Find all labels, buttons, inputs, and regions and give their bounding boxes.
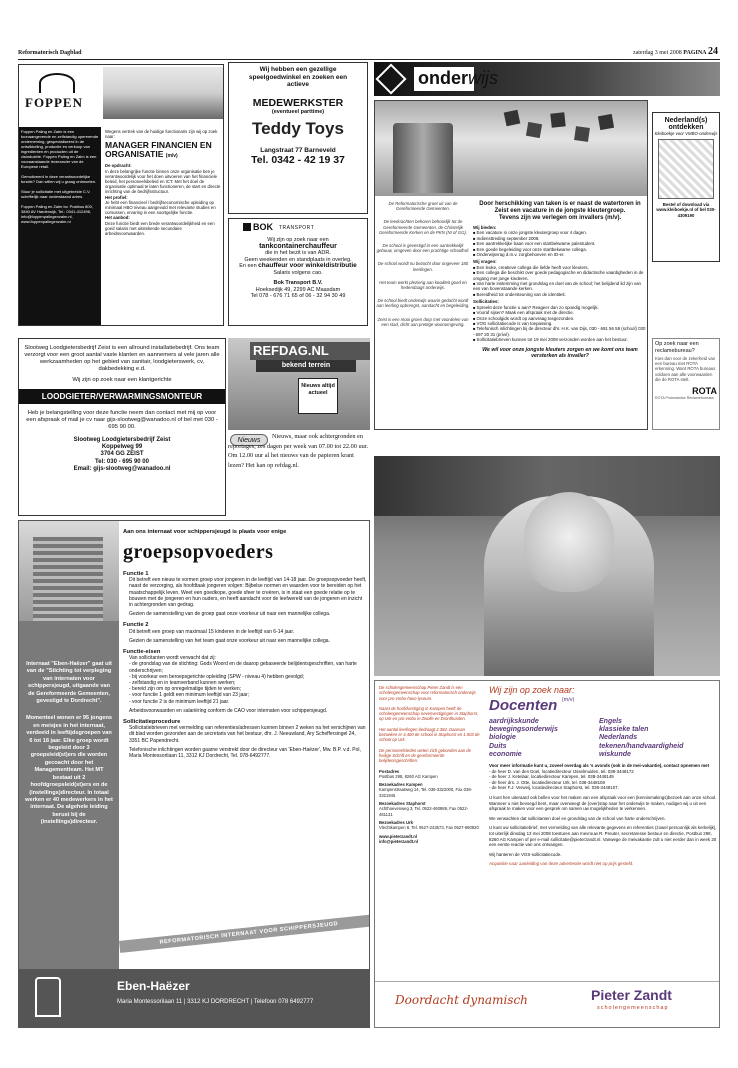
eben-footer: Eben-Haëzer Maria Montessorilaan 11 | 3312 KJ DORDRECHT | Telefoon 078 6492777 — [19, 969, 369, 1027]
teddy-logo: Teddy Toys — [252, 118, 344, 138]
classroom-photo — [374, 456, 720, 676]
student-face — [524, 492, 614, 592]
foppen-job-title: MANAGER FINANCIEN EN ORGANISATIE (m/v) — [105, 140, 212, 160]
slootweg-ad: Slootweg Loodgietersbedrijf Zeist is een allround installatiebedrijf. Ons team verzorgt voor een groot aantal vaste klanten en aannemers al vele jaren alle werkzaamheden op het gebied van sanitair, loodgieterswerk, cv, dakbedekking e.d. Wij zijn op zoek naar een klantgerichte LOODGIETER/VERWARMINGSMONTEUR Heb je belangstelling voor deze functie neem dan contact met mij op voor een afspraak of mail je cv naar gijs-slootweg@wanadoo.nl of bel met 030 - 695 90 00. Slootweg Loodgietersbedrijf Zeist Koppelweg 99 3704 GG ZEIST Tel: 030 - 695 90 00 Email: gijs-slootweg@wanadoo.nl — [18, 338, 226, 516]
pieter-zandt-ad: De scholengemeenschap Pieter Zandt is een scholengemeenschap voor reformatorisch onderwijs voor pro-vmbo-havo-lyceum. Naast de hoofdvestiging in Kampen heeft de scholengemeenschap nevenvestigingen in Staphorst, op Urk en pro-vmbo in Zwolle en Dronthusden. Het aantal leerlingen bedraagt 2.384. Daarvan bezoeken er 4.400 de school in Staphorst en 1.503 de school op Urk. De personeelsleden weten zich gebonden aan de heilige Schrift en de gereformeerde belijdenisgeschriften. Postadres Postbus 298, 8260 AG Kampen Bezoekadres Kampen Kampenstraatweg 14, Tel. 038-3322000, Fax 038-3321945 Bezoekadres Staphorst Achthoevenweg 3, Tel. 0522-460989, Fax 0522-461131 Bezoekadres Urk Vlechtkampen 8, Tel. 0527-243573, Fax 0527-690920 www.pieterzandt.nl info@pieterzandt.nl Wij zijn op zoek naar: Docenten $^{(m/v)}$ aardrijkskunde bewegingsonderwijs biologie Duits economie Engels klassieke talen Nederlands tekenen/handvaardigheid wiskunde Voor meer informatie kunt u, zoveel overdag als 's avonds (ook in de mei-vakantie), contact opnemen met - de heer D. van den Doel, locatiedirecteur IJsselmuiden, tel. 038-3448172 - de heer J. Ketelaar, locatiedirecteur Kampen, tel. 038-3448149 - de heer drs. J. Otte, locatiedirecteur Urk, tel. 038-3448108 - de heer F.J. Verweij, locatiedirecteur Staphorst, tel. 038-3448107. U kunt hen uiteraard ook bellen voor het maken van een afspraak voor een (kennismakings)bezoek aan onze school. Wanneer u niet bevoegd bent, maar overweegt de (over)stap naar het onderwijs te maken, nodigen wij u uit een afspraak te maken voor een gesprek om samen uw mogelijkheden te verkennen. We verwachten dat sollicitanten doel en grondslag van de school van harte onderschrijven. U kunt uw sollicitatiebrief, met vermelding van alle relevante gegevens en referenties (zowel persoonlijk als kerkelijk), tot uiterlijk dinsdag 13 mei 2008 toesturen aan mevrouw R. Preuter, secretaresse bestuur en directie, Postbus 298, 8260 AG Kampen of per e-mail sollicitatie@pieterzandt.nl. Vanwege de meivakantie zult u niet eerder dan in week 20 een eerste reactie van ons ontvangen. Wij hanteren de VOS-sollicitatiecode. Acquisitie naar aanleiding van deze advertentie wordt niet op prijs gesteld. Doordacht dynamisch Pieter Zandt scholengemeenschap — [374, 680, 720, 1028]
refdag-sign: REFDAG.NL — [250, 342, 370, 360]
page-date — [633, 46, 718, 57]
header-rule — [18, 59, 720, 60]
rota-ad: Op zoek naar een reclamebureau? Kies dan voor de zekerheid van een bureau met ROTA erkenning. Want ROTA bureaus voldoen aan alle voorwaarden die de ROTA stelt. ROTA ROTA Protestantse Reclamebureaus — [652, 338, 720, 430]
eben-ribbon: REFORMATORISCH INTERNAAT VOOR SCHIPPERSJEUGD — [119, 914, 370, 953]
subject-list: aardrijkskunde bewegingsonderwijs biologie Duits economie Engels klassieke talen Nederlands tekenen/handvaardigheid wiskunde — [489, 718, 684, 758]
bok-logo: BOK TRANSPORT — [243, 222, 353, 236]
watertower-photo — [375, 101, 647, 196]
foppen-sidebar: Foppen Paling en Zalm is een toonaangevende en zelfstandig opererende onderneming, gespecialiseerd in de ontwikkeling, productie en verkoop van ingredienten en producten uit de visindustrie. Foppen Paling en Zalm is een vooraanstaande leverancier van de Europese retail. Gemotiveerd in deze verantwoordelijke functie? Dan willen wij u graag ontmoeten. Stuur je sollicitatie met uitgebreide C.V. schriftelijk naar onderstaand adres. Foppen Paling en Zalm bv. Postbus 800, 3840 AV Harderwijk, Tel.: 0341-412496, info@foppenpalingenzalm.nl, www.foppenpalingenzalm.nl — [19, 127, 101, 326]
eben-sidebar: Internaat "Eben-Haëzer" gaat uit van de "Stichting tot verpleging van internaten voor schippersjeugd, uitgaande van de Gereformeerde Gemeenten, gevestigd te Dordrecht". Momenteel wonen er 95 jongens en meisjes in het internaat, verdeeld in leeftijdsgroepen van 6 tot 18 jaar. Elke groep wordt begeleid door 3 groepsleid(st)ers die worden gecoacht door het Managementteam. Het MT bestaat uit 2 hoofdgroepsleid(st)ers en de (instellings)directeur. In totaal werken er 40 medewerkers in het internaat. De algehele leiding berust bij de (instellings)directeur. — [19, 621, 119, 1021]
zandt-slogan: Doordacht dynamisch — [395, 993, 528, 1007]
watertower-icon — [393, 123, 453, 193]
foppen-body: Wegens vertrek van de huidige functionaris zijn wij op zoek naar: MANAGER FINANCIEN EN ORGANISATIE (m/v) De opdracht: In deze belangrijke functie binnen onze organisatie ben je verantwoordelijk voor het doen uitvoeren van het financiele beleid, het personeelsbeleid en ICT. Met het doel de organisatie optimaal te laten functioneren, de start en directe inrichting van de bedrijfsstructuur. Het profiel: Je hebt een financieel / bedrijfseconomische opleiding op minimaal HBO niveau aangevuld met relevante studies en cursussen, ervaring in een soortgelijke functie. Het aanbod: Deze functie biedt een brede verantwoordelijkheid en een goed salaris met uitstekende secundaire arbeidsvoorwaarden. — [105, 129, 223, 236]
house-icon — [375, 63, 406, 94]
page-label: PAGINA — [683, 50, 707, 56]
slootweg-job-bar: LOODGIETER/VERWARMINGSMONTEUR — [19, 389, 225, 404]
factory-photo — [103, 67, 223, 119]
refdag-ad: REFDAG.NL bekend terrein Nieuws altijd actueel Nieuws Nieuws, maar ook achtergronden en reportages, zes dagen per week van 07.00 tot 22.00 uur. Om 12.00 uur al het nieuws van de papieren krant lezen? Het kan op refdag.nl. — [228, 338, 370, 510]
book-cover-image — [658, 139, 714, 199]
school-main-col: Door herschikking van taken is er naast de watertoren in Zeist een vacature in de jongste kleutergroep. Tevens zijn we verlegen om invallers (m/v). Wij bieden: ■ Een vacature in onze jongste kleutergroep voor 4 dagen. ■ Indiensttreding september 2008. ■ Een aantrekkelijke baan voor een startbekwame palestudent. ■ Een goede begeleiding voor onze startbekwame collega. ■ Onderwijsvrag d.m.v. zorgbehoeven en ID-er. Wij vragen: ■ Een leuke, creatieve collega die liefde heeft voor kleuters. ■ Een collega die beschikt over goede pedagogische en didactische vaardigheden in de omgang met jonge kinderen. ■ Van harte instemming met grondslag en doel van de school; het belijdend lid zijn van een van bovenstaande kerken. ■ Bereidheid tot ondersteuning van de identiteit. Sollicitaties: ■ Spreekt deze functie u aan? Reageer dan zo spoedig mogelijk. ■ Vooraf sijsen? Maak een afspraak met de directie. ■ Onze schoolgids wordt op aanvraag toegezonden. ■ VOG sollicitatiecode is van toepassing. ■ Telefonisch inlichtingen bij de directeur dhr. H.K. van Dijs, 030 - 691 56 58 (school) 030 - 697 20 31 (privé). ■ Sollicitatiebrieven kunnen tot 19 mei 2008 verzonden worden aan het bestuur. We wil voor onze jongste kleuters zorgen en we komt ons team versterken als invaller? — [473, 201, 647, 359]
refdag-bubble: Nieuws altijd actueel — [298, 378, 338, 414]
teddy-toys-ad: Wij hebben een gezellige speelgoedwinkel en zoeken een actieve MEDEWERKSTER (eventueel parttime) Teddy Toys Langstraat 77 Barneveld Tel. 0342 - 42 19 37 — [228, 62, 368, 214]
fish-icon — [39, 73, 75, 93]
zandt-job: Docenten — [489, 697, 558, 714]
school-ad — [374, 100, 648, 430]
eben-haezer-ad — [18, 520, 370, 1028]
foppen-ad — [18, 64, 224, 326]
truck-icon — [243, 223, 251, 231]
zandt-logo: Pieter Zandt — [591, 987, 672, 1003]
zandt-main-col: Wij zijn op zoek naar: Docenten $^{(m/v)}$ aardrijkskunde bewegingsonderwijs biologie Duits economie Engels klassieke talen Nederlands tekenen/handvaardigheid wiskunde Voor meer informatie kunt u, zoveel overdag als 's avonds (ook in de mei-vakantie), contact opnemen met - de heer D. van den Doel, locatiedirecteur IJsselmuiden, tel. 038-3448172 - de heer J. Ketelaar, locatiedirecteur Kampen, tel. 038-3448149 - de heer drs. J. Otte, locatiedirecteur Urk, tel. 038-3448108 - de heer F.J. Verweij, locatiedirecteur Staphorst, tel. 038-3448107. U kunt hen uiteraard ook bellen voor het maken van een afspraak voor een (kennismakings)bezoek aan onze school. Wanneer u niet bevoegd bent, maar overweegt de (over)stap naar het onderwijs te maken, nodigen wij u uit een afspraak te maken voor een gesprek om samen uw mogelijkheden te verkennen. We verwachten dat sollicitanten doel en grondslag van de school van harte onderschrijven. U kunt uw sollicitatiebrief, met vermelding van alle relevante gegevens en referenties (zowel persoonlijk als kerkelijk), tot uiterlijk dinsdag 13 mei 2008 toesturen aan mevrouw R. Preuter, secretaresse bestuur en directie, Postbus 298, 8260 AG Kampen of per e-mail sollicitatie@pieterzandt.nl. Vanwege de meivakantie zult u niet eerder dan in week 20 een eerste reactie van ons ontvangen. Wij hanteren de VOS-sollicitatiecode. Acquisitie naar aanleiding van deze advertentie wordt niet op prijs gesteld. — [489, 685, 717, 867]
section-header — [374, 62, 720, 96]
eben-title: groepsopvoeders — [123, 541, 274, 563]
foppen-logo: FOPPEN — [19, 65, 101, 125]
zandt-left-col: De scholengemeenschap Pieter Zandt is een scholengemeenschap voor reformatorisch onderwijs voor pro-vmbo-havo-lyceum. Naast de hoofdvestiging in Kampen heeft de scholengemeenschap nevenvestigingen in Staphorst, op Urk en pro-vmbo in Zwolle en Dronthusden. Het aantal leerlingen bedraagt 2.384. Daarvan bezoeken er 4.400 de school in Staphorst en 1.503 de school op Urk. De personeelsleden weten zich gebonden aan de heilige Schrift en de gereformeerde belijdenisgeschriften. Postadres Postbus 298, 8260 AG Kampen Bezoekadres Kampen Kampenstraatweg 14, Tel. 038-3322000, Fax 038-3321945 Bezoekadres Staphorst Achthoevenweg 3, Tel. 0522-460989, Fax 0522-461131 Bezoekadres Urk Vlechtkampen 8, Tel. 0527-243573, Fax 0527-690920 www.pieterzandt.nl info@pieterzandt.nl — [379, 685, 480, 844]
eben-main: Aan ons internaat voor schippersjeugd is plaats voor enige groepsopvoeders Functie 1 Dit betreft een nieuw te vormen groep voor jongeren in de leeftijd van 14-18 jaar. De groepsopvoeder heeft, naast de verzorging, als hoofdtaak jongeren volgen: Bijbelse normen en waarden voor te bereiden op het maatschappelijk leven. Weet een goedkope, goede sfeer te creëren, is in staat een goede relatie op te bouwen met de jongeren en hun ouders, en heeft aandacht voor de leefwereld van de jongeren en inzicht in achtergronden van gedrag. Gezien de samenstelling van de groep gaat onze voorkeur uit naar een mannelijke collega. Functie 2 Dit betreft een groep van maximaal 15 kinderen in de leeftijd van 6-14 jaar. Gezien de samenstelling van het team gaat onze voorkeur uit naar een mannelijke collega. Functie-eisen Van sollicitanten wordt verwacht dat zij: - de grondslag van de stichting: Gods Woord en de daarop gebaseerde belijdenisgeschriften, van harte onderschrijven; - bij voorkeur een beroepsgerichte opleiding (SPW - niveau 4) hebben gevolgd; - zelfstandig en in teamverband kunnen werken; - bereid zijn om op onregelmatige tijden te werken; - voor functie 1 geldt een minimum leeftijd van 23 jaar; - voor functie 2 is de minimum leeftijd 21 jaar. Arbeidsvoorwaarden en salariëring conform de CAO voor internaten voor schippersjeugd. Sollicitatieprocedure Sollicitatiebrieven met vermelding van referenties/adressen kunnen binnen 2 weken na het verschijnen van dit blad worden gezonden aan de secretaris van het bestuur, dhr. J. Neeuwland, Ary Scheffersingel 24, 3351 BC Papendrecht. Telefonische inlichtingen worden gaarne verstrekt door de directeur van 'Eben-Haëzer', Mw. B.P. v.d. Pol, Maria Montessorilaan 11, 3312 KJ Dordrecht, Tel. 078-6492777. — [123, 529, 367, 760]
school-left-col: De Reformatorische groet uit van de Gereformeerde Gemeenten. De leerkrachten behoren behoorlijk tot de Gereformeerde Gemeenten, de Christelijk Gereformeerde Kerken en de PKN (NI of GG). De school is gevestigd in een aantrekkelijk gebouw, omgeven door een prachtige schoolhof. De school wordt nu bezocht door ongeveer 180 leerlingen. Het team werkt plezierig aan kwaliteit goed en hedendaags onderwijs. De school biedt onderwijs waarin gedacht wordt aan leerling opbrengst, aandacht en begeleiding. Zeist is een mooi groen dorp met voordelen van een stad, dicht aan prettige woonomgeving. — [376, 201, 470, 327]
rota-logo: ROTA — [692, 386, 717, 397]
refdag-photo: REFDAG.NL bekend terrein Nieuws altijd actueel — [228, 338, 370, 430]
paper-name: Reformatorisch Dagblad — [18, 50, 82, 56]
nederland-ad: Nederland(s) ontdekken Kleiboekje voor VMBO-onderwijs Bestel of download via www.kleiboekje.nl of bel 030-4309190 — [652, 112, 720, 262]
section-title: onderwijs — [418, 68, 499, 88]
eben-logo-icon — [35, 977, 61, 1017]
bok-ad: BOK TRANSPORT Wij zijn op zoek naar een tankcontainerchauffeur die in het bezit is van ADR. Geen weekenden en standplaats in overleg. En een chauffeur voor winkeldistributie Salaris volgens cao. Bok Transport B.V. Hoeksedijk 49, 2299 AC Maasdam Tel 078 - 676 71 65 of 06 - 32 94 30 49 — [228, 218, 368, 326]
building-photo — [19, 521, 119, 621]
date-text: zaterdag 3 mei 2008 — [632, 50, 682, 56]
page-number: 24 — [708, 46, 718, 57]
nieuws-tag: Nieuws — [230, 434, 268, 446]
